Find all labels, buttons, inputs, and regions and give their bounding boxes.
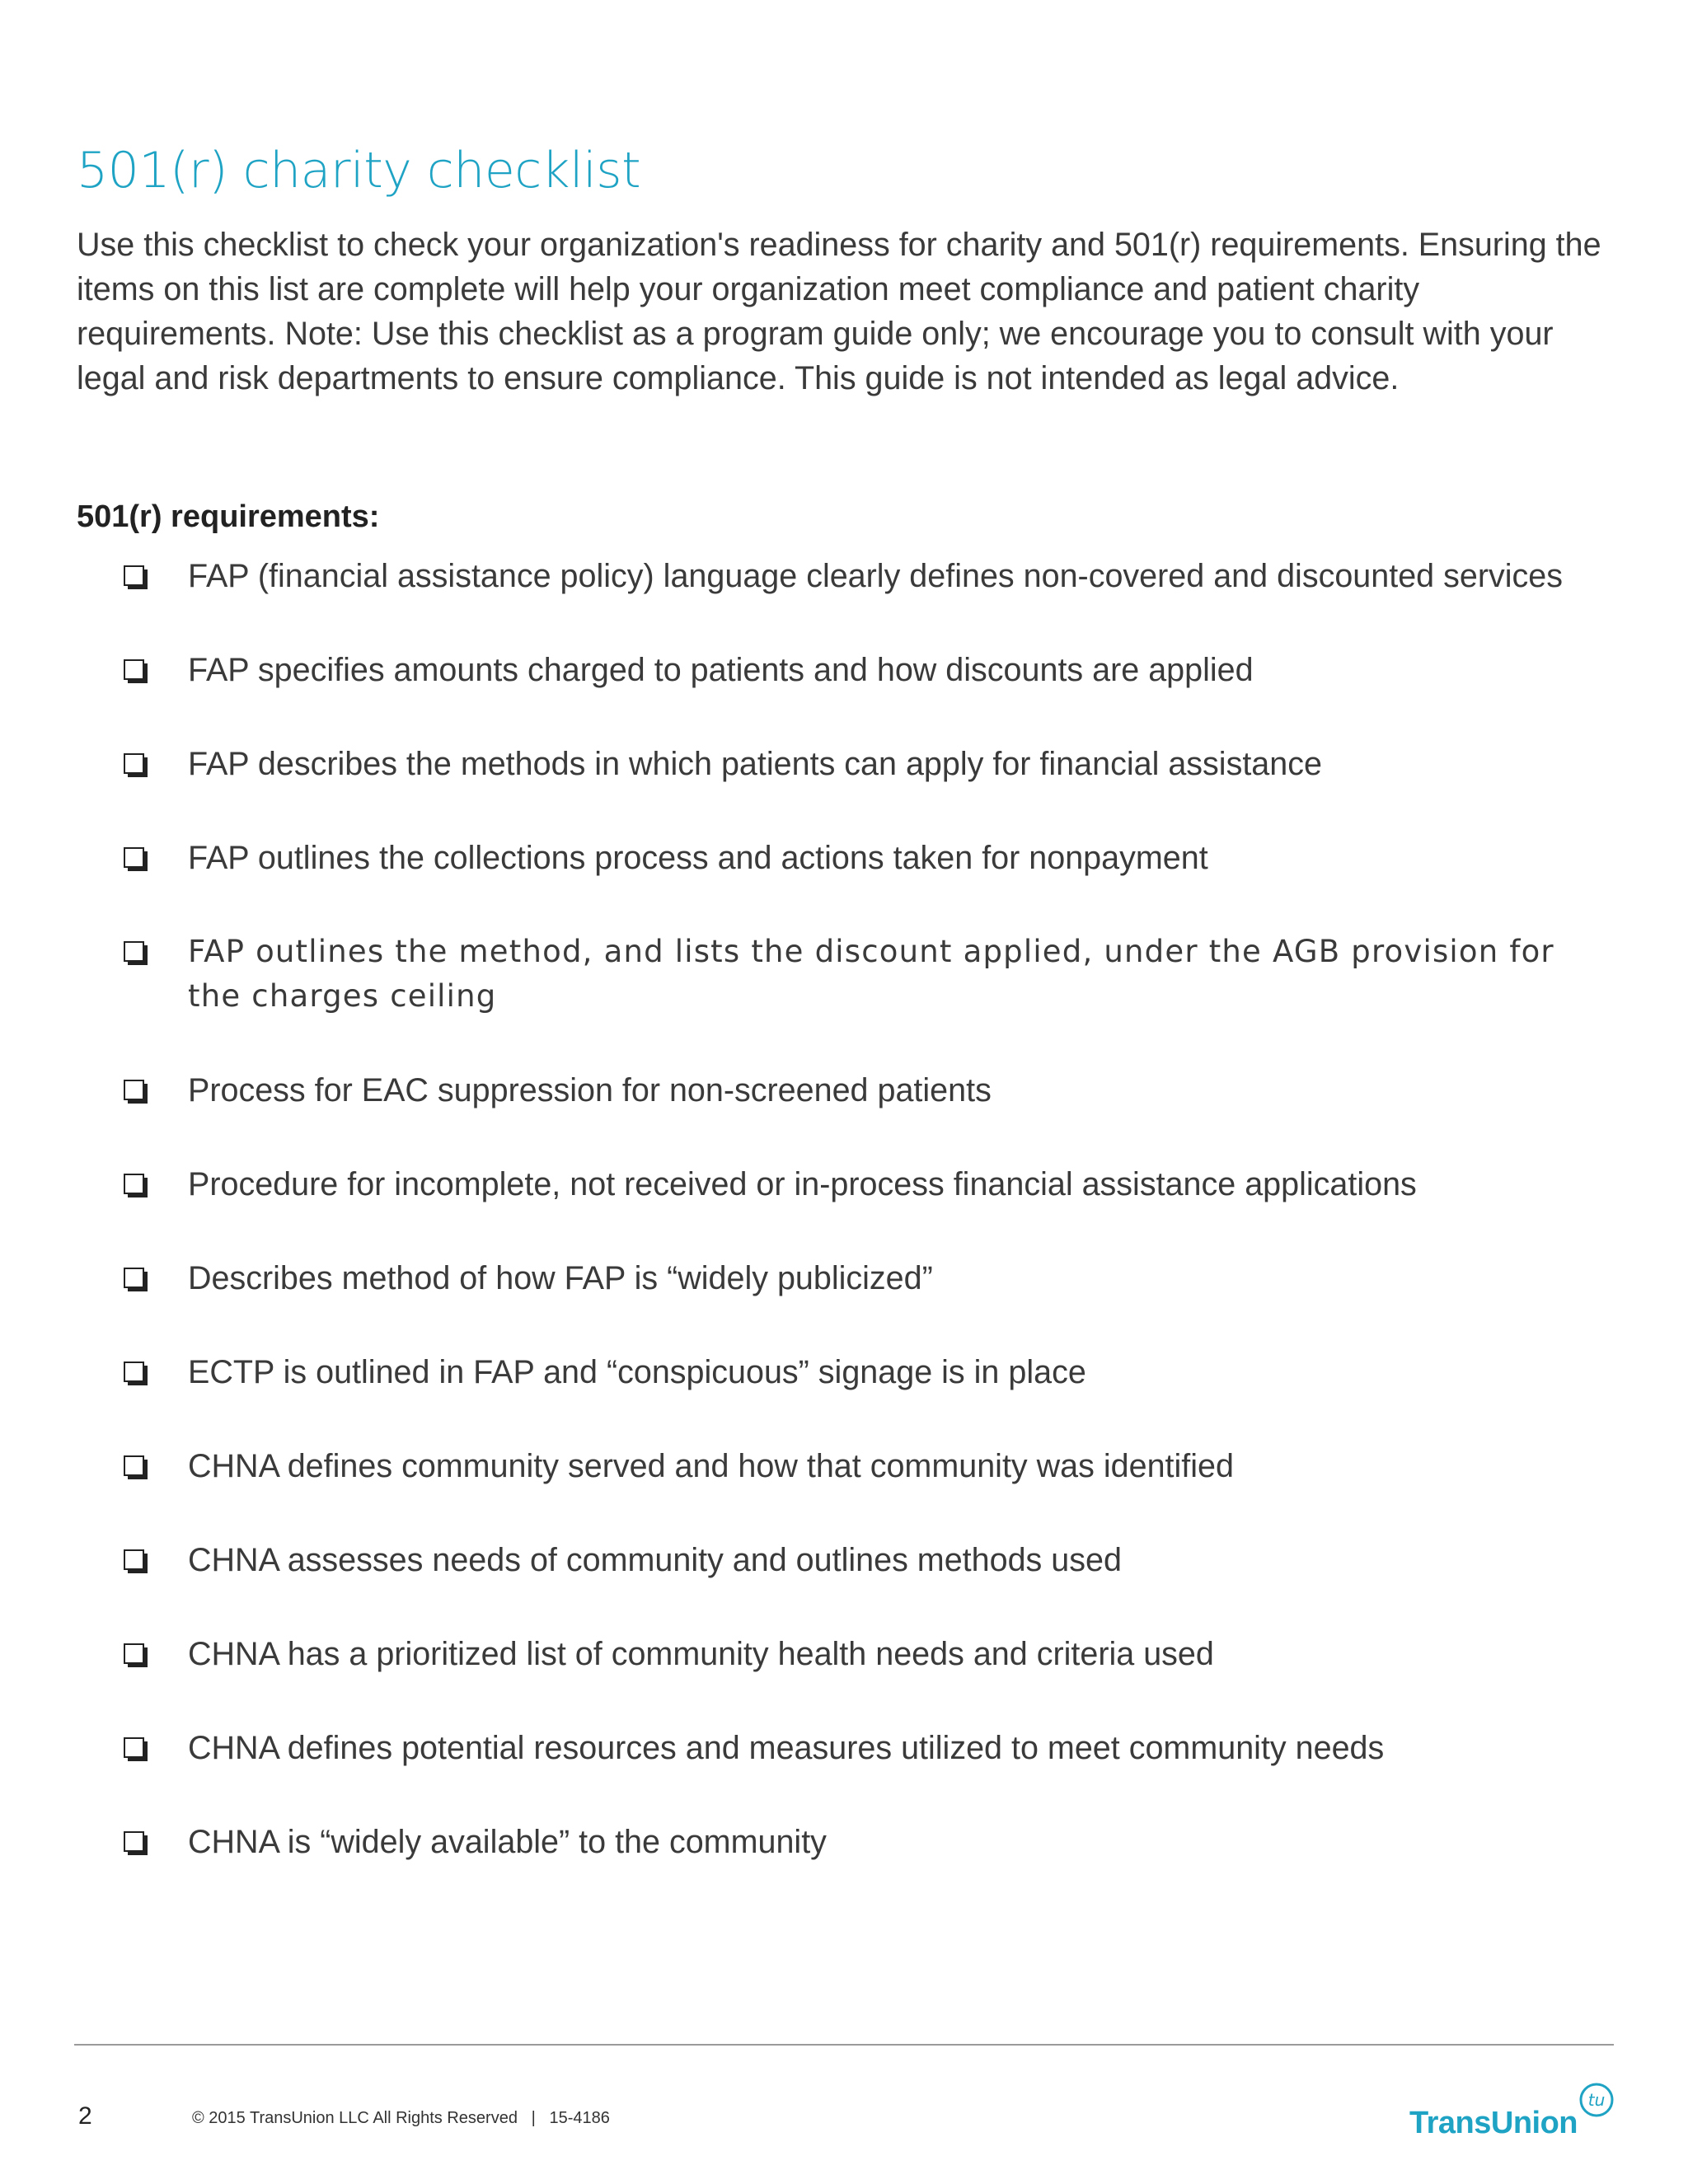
checklist-item-eac-suppression[interactable] bbox=[124, 1068, 1624, 1113]
checkbox-icon[interactable] bbox=[124, 941, 144, 962]
checklist-item-text: FAP describes the methods in which patients can apply for financial assistance bbox=[188, 746, 1322, 782]
checkbox-icon[interactable] bbox=[124, 1455, 144, 1476]
checkbox-icon[interactable] bbox=[124, 565, 144, 586]
page-number: 2 bbox=[78, 2102, 92, 2130]
checkbox-icon[interactable] bbox=[124, 1174, 144, 1194]
checklist-item-text: ECTP is outlined in FAP and “conspicuous” signage is in place bbox=[188, 1354, 1086, 1390]
transunion-logo bbox=[1409, 2082, 1615, 2139]
copyright-notice: © 2015 TransUnion LLC All Rights Reserved | 15-4186 bbox=[192, 2109, 610, 2127]
checklist-item-text: CHNA defines community served and how that community was identified bbox=[188, 1448, 1234, 1484]
checkbox-icon[interactable] bbox=[124, 1549, 144, 1570]
checkbox-icon[interactable] bbox=[124, 1080, 144, 1100]
checkbox-icon[interactable] bbox=[124, 1361, 144, 1382]
checklist-item-text: Procedure for incomplete, not received or in-process financial assistance applications bbox=[188, 1166, 1417, 1202]
checklist-item-chna-available[interactable] bbox=[124, 1820, 1624, 1864]
checklist-item-fap-language[interactable] bbox=[124, 554, 1624, 598]
checkbox-icon[interactable] bbox=[124, 659, 144, 680]
checkbox-icon[interactable] bbox=[124, 1643, 144, 1664]
checkbox-icon[interactable] bbox=[124, 1831, 144, 1852]
checklist-item-text: FAP outlines the method, and lists the discount applied, under the AGB provision for the charges ceiling bbox=[188, 934, 1554, 1014]
checklist-item-text: CHNA assesses needs of community and outlines methods used bbox=[188, 1542, 1122, 1578]
checklist-item-fap-agb[interactable] bbox=[124, 930, 1624, 1019]
checklist-item-incomplete-applications[interactable] bbox=[124, 1162, 1624, 1207]
checkbox-icon[interactable] bbox=[124, 1737, 144, 1758]
checklist-item-text: FAP (financial assistance policy) language clearly defines non-covered and discounted services bbox=[188, 558, 1563, 594]
logo-wordmark: TransUnion bbox=[1409, 2106, 1578, 2140]
footer-divider bbox=[74, 2044, 1614, 2046]
checklist-item-fap-methods[interactable] bbox=[124, 742, 1624, 786]
checklist-item-chna-needs[interactable] bbox=[124, 1538, 1624, 1582]
checklist-item-text: CHNA has a prioritized list of community health needs and criteria used bbox=[188, 1636, 1214, 1672]
transunion-tu-icon bbox=[1578, 2082, 1615, 2118]
checklist-item-text: FAP outlines the collections process and actions taken for nonpayment bbox=[188, 840, 1208, 876]
checklist-item-fap-collections[interactable] bbox=[124, 836, 1624, 880]
checklist-item-fap-amounts[interactable] bbox=[124, 648, 1624, 692]
logo-mark-text: tu bbox=[1587, 2090, 1606, 2110]
checklist-item-widely-publicized[interactable] bbox=[124, 1256, 1624, 1301]
checklist-item-ectp-signage[interactable] bbox=[124, 1350, 1624, 1394]
checkbox-icon[interactable] bbox=[124, 1268, 144, 1288]
checkbox-icon[interactable] bbox=[124, 753, 144, 774]
checklist-item-text: Describes method of how FAP is “widely publicized” bbox=[188, 1260, 933, 1296]
checklist-item-text: CHNA defines potential resources and measures utilized to meet community needs bbox=[188, 1730, 1385, 1766]
checklist-item-chna-community[interactable] bbox=[124, 1444, 1624, 1488]
section-heading: 501(r) requirements: bbox=[77, 499, 380, 534]
checkbox-icon[interactable] bbox=[124, 847, 144, 868]
checklist-item-text: Process for EAC suppression for non-screened patients bbox=[188, 1072, 992, 1108]
checklist-item-chna-prioritized[interactable] bbox=[124, 1632, 1624, 1676]
page-title: 501(r) charity checklist bbox=[77, 142, 641, 199]
intro-paragraph: Use this checklist to check your organization's readiness for charity and 501(r) requirements. Ensuring the items on this list are complete will help your organization meet compliance and patient charity requirements. Note: Use this checklist as a program guide only; we encourage you to consult with your legal and risk departments to ensure compliance. This guide is not intended as legal advice. bbox=[77, 227, 1601, 396]
checklist-item-text: FAP specifies amounts charged to patients and how discounts are applied bbox=[188, 652, 1254, 688]
checklist-item-chna-resources[interactable] bbox=[124, 1726, 1624, 1770]
checklist-item-text: CHNA is “widely available” to the community bbox=[188, 1824, 827, 1860]
